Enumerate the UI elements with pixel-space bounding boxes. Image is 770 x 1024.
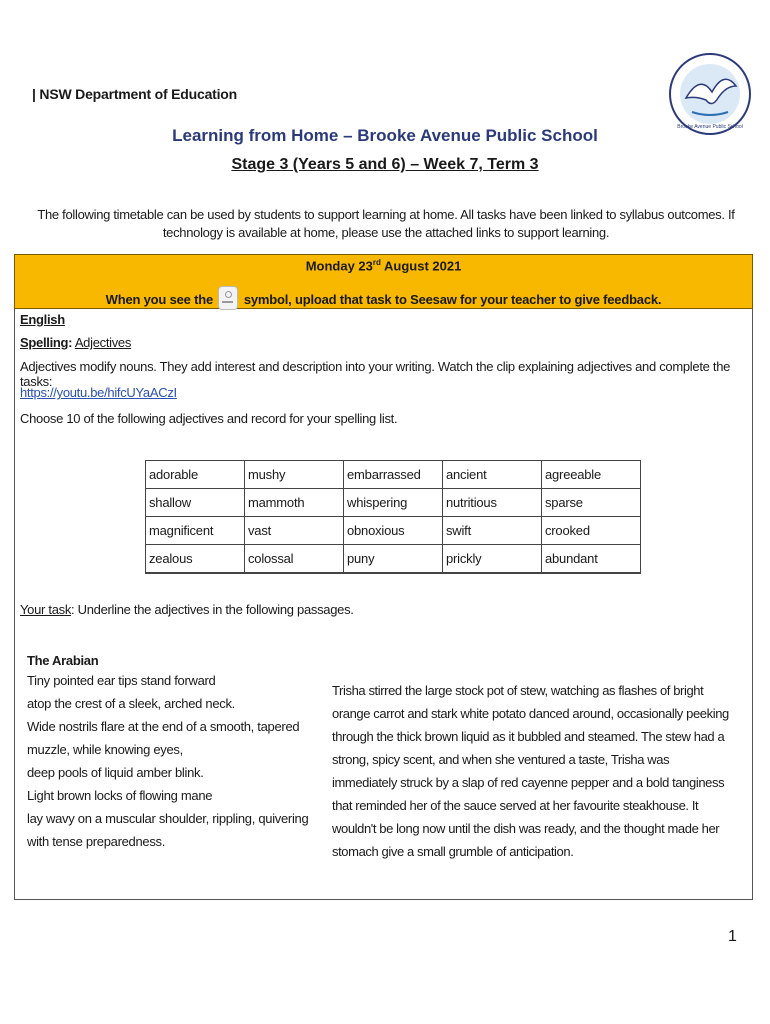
poem-line: deep pools of liquid amber blink. — [27, 765, 204, 780]
table-cell: agreeable — [542, 461, 641, 489]
page-number: 1 — [728, 928, 737, 945]
poem-line: muzzle, while knowing eyes, — [27, 742, 183, 757]
prose-passage: Trisha stirred the large stock pot of stew, watching as flashes of bright orange carrot and stark white potato danced around, occasionally peeking through the thick brown liquid as it bubbled and steamed. The stew had a strong, spicy scent, and when she ventured a taste, Trisha was immediately struck by a slap of red cayenne pepper and a bold tanginess that reminded her of the sauce served at her favourite steakhouse. It wouldn't be long now until the dish was ready, and the thought made her stomach give a small grumble of anticipation. — [332, 683, 729, 859]
school-logo — [668, 52, 752, 136]
date-heading: Monday 23rd August 2021 — [305, 258, 462, 274]
table-cell: sparse — [542, 489, 641, 517]
table-cell: whispering — [344, 489, 443, 517]
table-cell: shallow — [146, 489, 245, 517]
poem-passage — [27, 649, 317, 853]
table-cell: obnoxious — [344, 517, 443, 545]
seesaw-icon — [218, 286, 238, 310]
table-cell: zealous — [146, 545, 245, 574]
page-subtitle: Stage 3 (Years 5 and 6) – Week 7, Term 3 — [231, 156, 539, 173]
spelling-instruction: Choose 10 of the following adjectives and record for your spelling list. — [20, 411, 398, 426]
seesaw-note: When you see the symbol, upload that task to Seesaw for your teacher to give feedback. — [15, 286, 752, 310]
intro-text: The following timetable can be used by students to support learning at home. All tasks have been linked to syllabus outcomes. If technology is available at home, please use the attached links to support learning. — [37, 207, 735, 240]
lesson-content — [14, 309, 753, 900]
poem-line: Light brown locks of flowing mane — [27, 788, 213, 803]
poem-line: lay wavy on a muscular shoulder, rippling, quivering — [27, 811, 309, 826]
table-cell: swift — [443, 517, 542, 545]
table-row — [146, 545, 641, 574]
table-cell: abundant — [542, 545, 641, 574]
table-cell: prickly — [443, 545, 542, 574]
table-row — [146, 461, 641, 489]
day-banner — [14, 254, 753, 309]
page-title: Learning from Home – Brooke Avenue Public School — [172, 126, 598, 145]
table-cell: mammoth — [245, 489, 344, 517]
table-row — [146, 489, 641, 517]
logo-text: Brooke Avenue Public School — [677, 124, 743, 130]
adjectives-table — [145, 460, 641, 574]
table-cell: ancient — [443, 461, 542, 489]
table-cell: colossal — [245, 545, 344, 574]
poem-line: with tense preparedness. — [27, 834, 166, 849]
spelling-description: Adjectives modify nouns. They add interest and description into your writing. Watch the clip explaining adjectives and complete the tasks: — [20, 359, 731, 389]
spelling-line: Spelling: Adjectives — [20, 335, 132, 350]
youtube-link[interactable]: https://youtu.be/hifcUYaACzI — [20, 385, 177, 400]
section-heading-english: English — [20, 312, 65, 327]
table-cell: embarrassed — [344, 461, 443, 489]
poem-line: atop the crest of a sleek, arched neck. — [27, 696, 235, 711]
department-label: | NSW Department of Education — [32, 86, 238, 102]
table-cell: mushy — [245, 461, 344, 489]
table-cell: magnificent — [146, 517, 245, 545]
poem-line: Tiny pointed ear tips stand forward — [27, 673, 216, 688]
table-cell: crooked — [542, 517, 641, 545]
poem-line: Wide nostrils flare at the end of a smooth, tapered — [27, 719, 300, 734]
task-instruction: Your task: Underline the adjectives in the following passages. — [20, 602, 354, 617]
poem-title: The Arabian — [27, 653, 99, 668]
table-cell: adorable — [146, 461, 245, 489]
table-cell: vast — [245, 517, 344, 545]
table-cell: nutritious — [443, 489, 542, 517]
table-row — [146, 517, 641, 545]
table-cell: puny — [344, 545, 443, 574]
